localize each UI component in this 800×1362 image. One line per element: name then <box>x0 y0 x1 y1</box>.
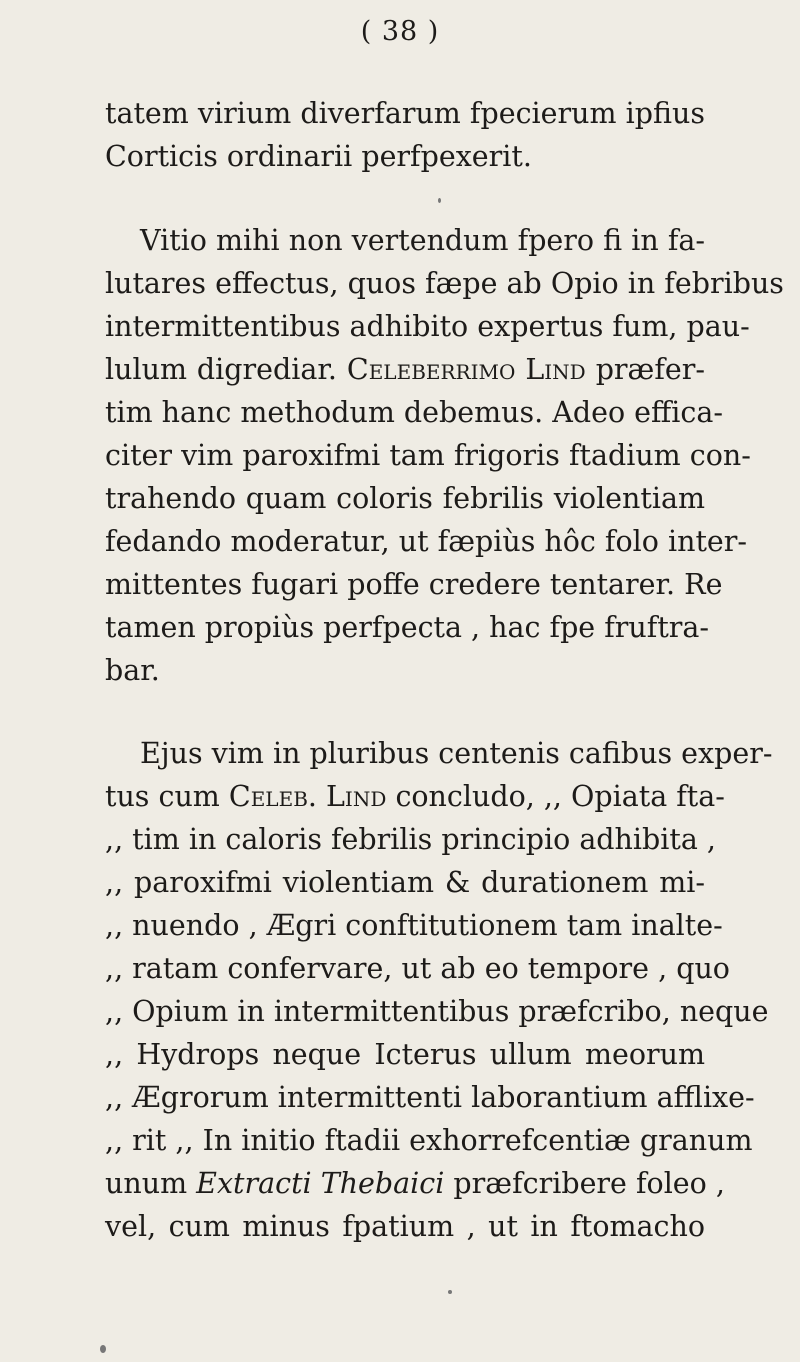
quoted-line <box>105 819 716 861</box>
quoted-line <box>105 1120 753 1162</box>
quote-mark: , <box>105 1081 115 1114</box>
text-line: bar. <box>105 654 160 687</box>
text-fragment: , Ægrorum intermittenti laborantium afflixe- <box>114 1081 755 1114</box>
quoted-line <box>105 862 705 904</box>
text-fragment: , Hydrops neque Icterus ullum meorum <box>114 1038 705 1071</box>
text-line-mixed <box>105 1163 725 1205</box>
text-fragment: præfcribere foleo , <box>453 1167 725 1200</box>
text-line: Vitio mihi non vertendum fpero fi in fa- <box>140 224 705 257</box>
text-line-mixed <box>105 776 725 818</box>
name-smallcaps: Celeb. Lind <box>228 780 387 813</box>
quoted-line <box>105 905 723 947</box>
text-line: lutares effectus, quos fæpe ab Opio in febribus <box>105 267 784 300</box>
quote-mark: , <box>105 995 115 1028</box>
text-fragment: concludo, ,, Opiata fta- <box>395 780 725 813</box>
quoted-line <box>105 1034 705 1076</box>
paper-speck <box>438 198 441 203</box>
text-fragment: , ratam confervare, ut ab eo tempore , quo <box>114 952 730 985</box>
quote-mark: , <box>105 909 115 942</box>
text-line: Corticis ordinarii perfpexerit. <box>105 140 532 173</box>
text-line: tatem virium diverfarum fpecierum ipfius <box>105 97 705 130</box>
text-line: mittentes fugari poffe credere tentarer. Re <box>105 568 723 601</box>
quote-mark: , <box>105 866 115 899</box>
text-fragment: unum <box>105 1167 188 1200</box>
text-line: tamen propiùs perfpecta , hac fpe fruftra- <box>105 611 710 644</box>
text-fragment: , paroxifmi violentiam & durationem mi- <box>114 866 705 899</box>
quote-mark: , <box>105 823 115 856</box>
text-fragment: , nuendo , Ægri conftitutionem tam inalte- <box>114 909 723 942</box>
text-line: tim hanc methodum debemus. Adeo effica- <box>105 396 723 429</box>
text-fragment: lulum digrediar. <box>105 353 337 386</box>
name-smallcaps: Celeberrimo Lind <box>346 353 586 386</box>
text-fragment: , rit ,, In initio ftadii exhorrefcentiæ granum <box>114 1124 753 1157</box>
text-line: trahendo quam coloris febrilis violentiam <box>105 482 705 515</box>
text-fragment: , Opium in intermittentibus præfcribo, neque <box>114 995 769 1028</box>
paper-speck <box>448 1290 452 1294</box>
text-line-mixed <box>105 349 705 391</box>
quote-mark: , <box>105 952 115 985</box>
quoted-line <box>105 1077 755 1119</box>
text-fragment: tus cum <box>105 780 220 813</box>
text-line: intermittentibus adhibito expertus fum, pau- <box>105 310 750 343</box>
paper-speck <box>100 1345 106 1353</box>
quote-mark: , <box>105 1038 115 1071</box>
quote-mark: , <box>105 1124 115 1157</box>
text-line: citer vim paroxifmi tam frigoris ftadium con- <box>105 439 751 472</box>
text-fragment: præfer- <box>595 353 706 386</box>
text-line: Ejus vim in pluribus centenis cafibus exper- <box>140 737 773 770</box>
quoted-line <box>105 991 769 1033</box>
text-line: fedando moderatur, ut fæpiùs hôc folo inter- <box>105 525 748 558</box>
italic-term: Extracti Thebaici <box>196 1167 445 1200</box>
quoted-line <box>105 948 730 990</box>
text-fragment: , tim in caloris febrilis principio adhibita , <box>114 823 716 856</box>
text-line: vel, cum minus fpatium , ut in ftomacho <box>105 1210 705 1243</box>
page-number: ( 38 ) <box>360 16 440 47</box>
